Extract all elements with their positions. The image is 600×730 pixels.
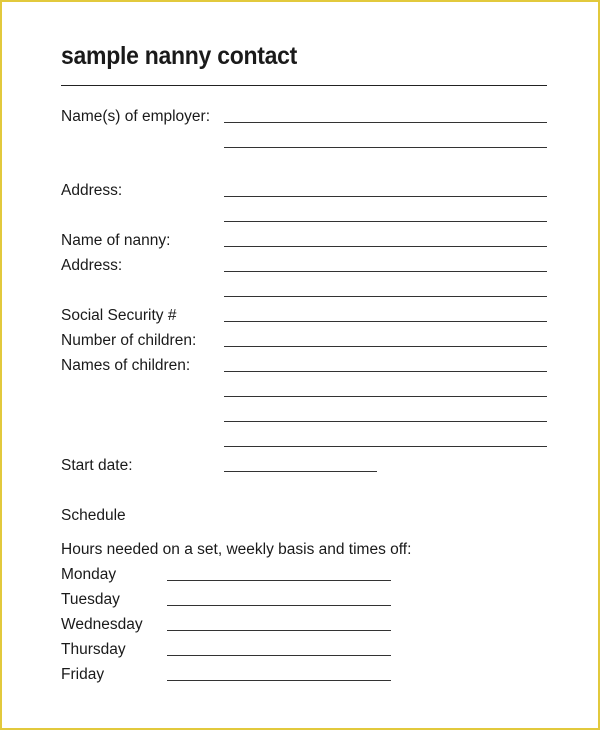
day-thursday-line[interactable]	[167, 655, 391, 656]
employer-names-label: Name(s) of employer:	[61, 108, 211, 125]
day-tuesday-line[interactable]	[167, 605, 391, 606]
day-wednesday-label: Wednesday	[61, 616, 143, 633]
num-children-label: Number of children:	[61, 332, 197, 349]
employer-names-line-2[interactable]	[224, 147, 547, 148]
schedule-instructions: Hours needed on a set, weekly basis and times off:	[61, 541, 412, 558]
children-names-line-3[interactable]	[224, 421, 547, 422]
employer-address-line-2[interactable]	[224, 221, 547, 222]
schedule-heading: Schedule	[61, 507, 126, 524]
day-monday-label: Monday	[61, 566, 117, 583]
children-names-label: Names of children:	[61, 357, 191, 374]
day-friday-line[interactable]	[167, 680, 391, 681]
nanny-address-label: Address:	[61, 257, 123, 274]
day-friday-label: Friday	[61, 666, 105, 683]
num-children-line[interactable]	[224, 346, 547, 347]
day-monday-line[interactable]	[167, 580, 391, 581]
children-names-line-4[interactable]	[224, 446, 547, 447]
page-title: sample nanny contact	[61, 42, 298, 70]
day-tuesday-label: Tuesday	[61, 591, 120, 608]
title-underline	[61, 85, 547, 86]
employer-address-label: Address:	[61, 182, 123, 199]
nanny-name-line[interactable]	[224, 246, 547, 247]
employer-names-line-1[interactable]	[224, 122, 547, 123]
ssn-label: Social Security #	[61, 307, 177, 324]
start-date-line[interactable]	[224, 471, 377, 472]
day-thursday-label: Thursday	[61, 641, 126, 658]
nanny-name-label: Name of nanny:	[61, 232, 171, 249]
ssn-line[interactable]	[224, 321, 547, 322]
children-names-line-1[interactable]	[224, 371, 547, 372]
nanny-address-line-2[interactable]	[224, 296, 547, 297]
nanny-address-line-1[interactable]	[224, 271, 547, 272]
children-names-line-2[interactable]	[224, 396, 547, 397]
start-date-label: Start date:	[61, 457, 133, 474]
employer-address-line-1[interactable]	[224, 196, 547, 197]
day-wednesday-line[interactable]	[167, 630, 391, 631]
